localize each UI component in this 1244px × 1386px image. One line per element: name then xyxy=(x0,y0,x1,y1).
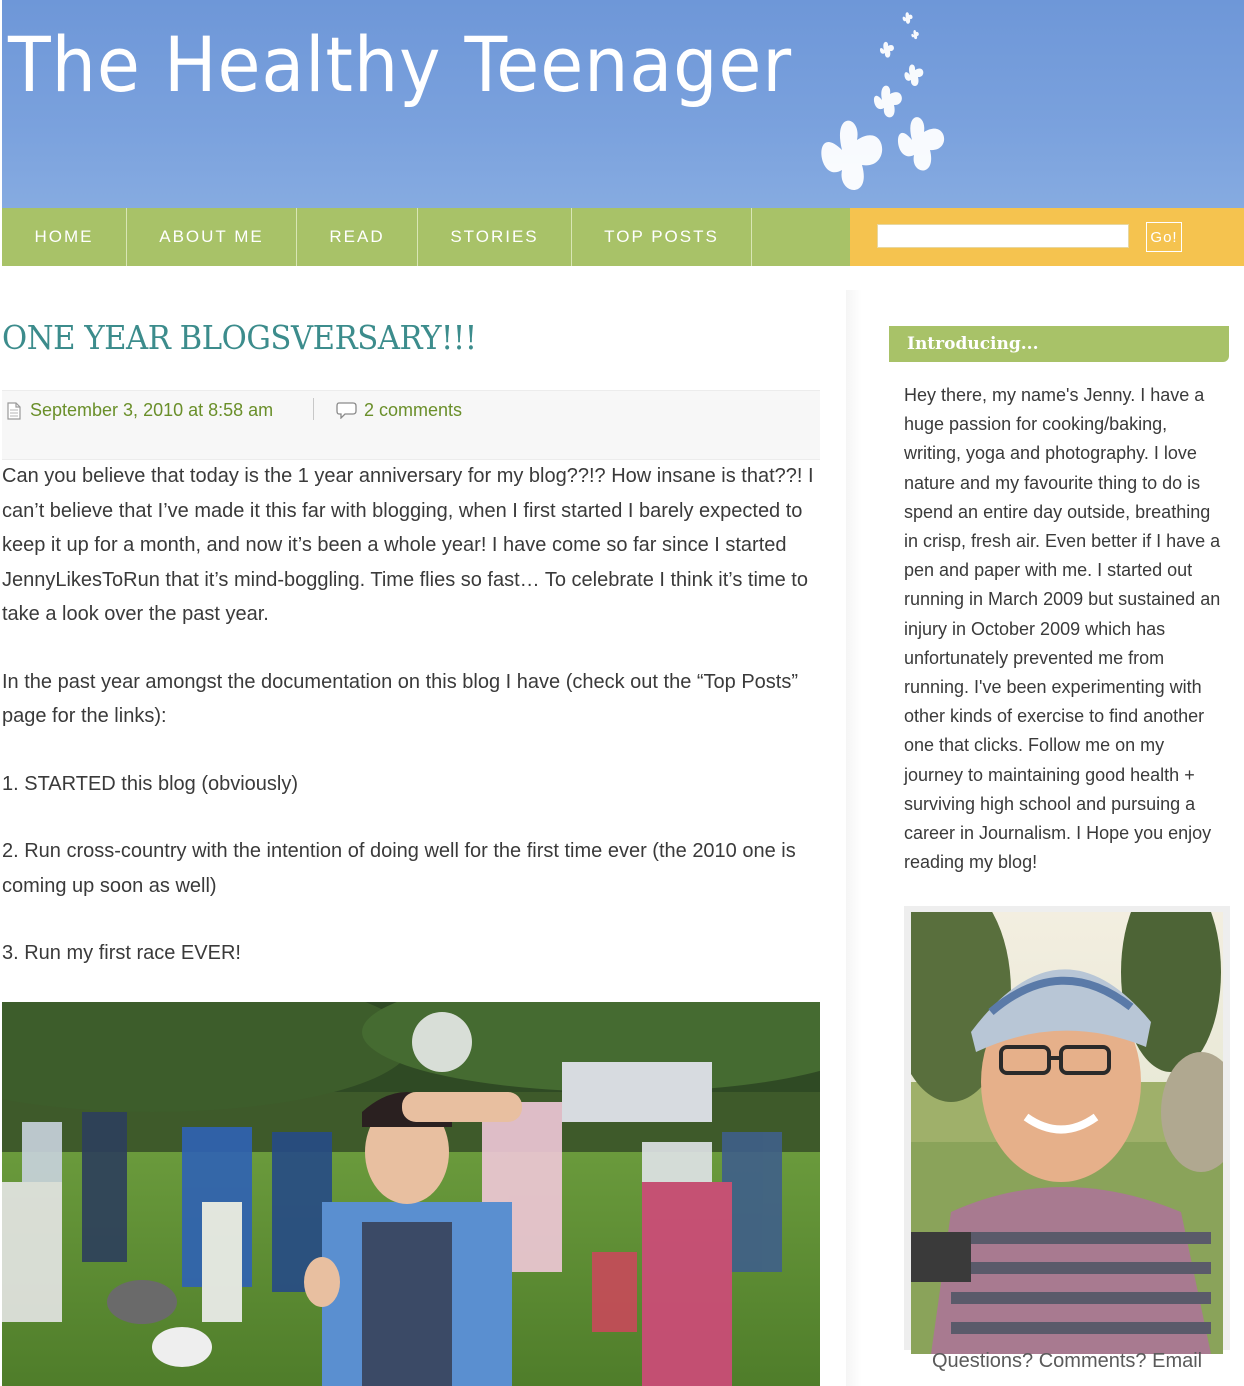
search-area xyxy=(850,208,1244,266)
post-paragraph: Can you believe that today is the 1 year anniversary for my blog??!? How insane is that??! I can’t believe that I’ve made it this far with blogging, when I first started I barely expected to keep it up for a month, and now it’s been a whole year! I have come so far since I started JennyLikesToRun that it’s mind-boggling. Time flies so fast… To celebrate I think it’s time to take a look over the past year. xyxy=(2,465,814,625)
post-paragraph: In the past year amongst the documentation on this blog I have (check out the “Top Posts” page for the links): xyxy=(2,670,799,727)
search-input[interactable] xyxy=(877,224,1129,248)
nav-item-read[interactable]: READ xyxy=(297,208,418,266)
race-photo[interactable] xyxy=(2,1002,820,1386)
nav-item-about-me[interactable]: ABOUT ME xyxy=(127,208,297,266)
comment-bubble-icon xyxy=(336,401,358,419)
nav-item-stories[interactable]: STORIES xyxy=(418,208,572,266)
contact-email-link[interactable]: Questions? Comments? Email xyxy=(932,1350,1203,1372)
post-meta xyxy=(2,390,820,460)
post-paragraph: 1. STARTED this blog (obviously) xyxy=(2,772,299,795)
main-nav xyxy=(2,208,850,266)
nav-item-home[interactable]: HOME xyxy=(2,208,127,266)
document-icon xyxy=(6,402,22,420)
search-go-button[interactable]: Go! xyxy=(1146,222,1182,252)
post-title[interactable]: ONE YEAR BLOGSVERSARY!!! xyxy=(2,318,477,357)
widget-title: Introducing... xyxy=(889,326,1229,362)
race-photo-image xyxy=(2,1002,820,1386)
profile-photo-image xyxy=(911,912,1223,1354)
butterflies-icon xyxy=(802,0,1002,208)
post-paragraph: 2. Run cross-country with the intention of doing well for the first time ever (the 2010 one is coming up soon as well) xyxy=(2,840,796,897)
nav-item-top-posts[interactable]: TOP POSTS xyxy=(572,208,752,266)
site-title[interactable]: The Healthy Teenager xyxy=(8,20,793,109)
intro-text: Hey there, my name's Jenny. I have a huge passion for cooking/baking, writing, yoga and photography. I love nature and my favourite thing to do is spend an entire day outside, breathing in crisp, fresh air. Even better if I have a pen and paper with me. I started out running in March 2009 but sustained an injury in October 2009 which has unfortunately prevented me from running. I've been experimenting with other kinds of exercise to find another one that clicks. Follow me on my journey to maintaining good health + surviving high school and pursuing a career in Journalism. I Hope you enjoy reading my blog! xyxy=(904,385,1221,873)
comments-link[interactable]: 2 comments xyxy=(364,400,463,420)
post-date[interactable]: September 3, 2010 at 8:58 am xyxy=(30,400,274,420)
meta-divider xyxy=(313,398,314,420)
post-paragraph: 3. Run my first race EVER! xyxy=(2,942,241,964)
header-banner xyxy=(2,0,1244,208)
sidebar-divider xyxy=(846,290,862,1386)
post-body xyxy=(2,459,820,1004)
profile-photo[interactable] xyxy=(904,906,1230,1350)
